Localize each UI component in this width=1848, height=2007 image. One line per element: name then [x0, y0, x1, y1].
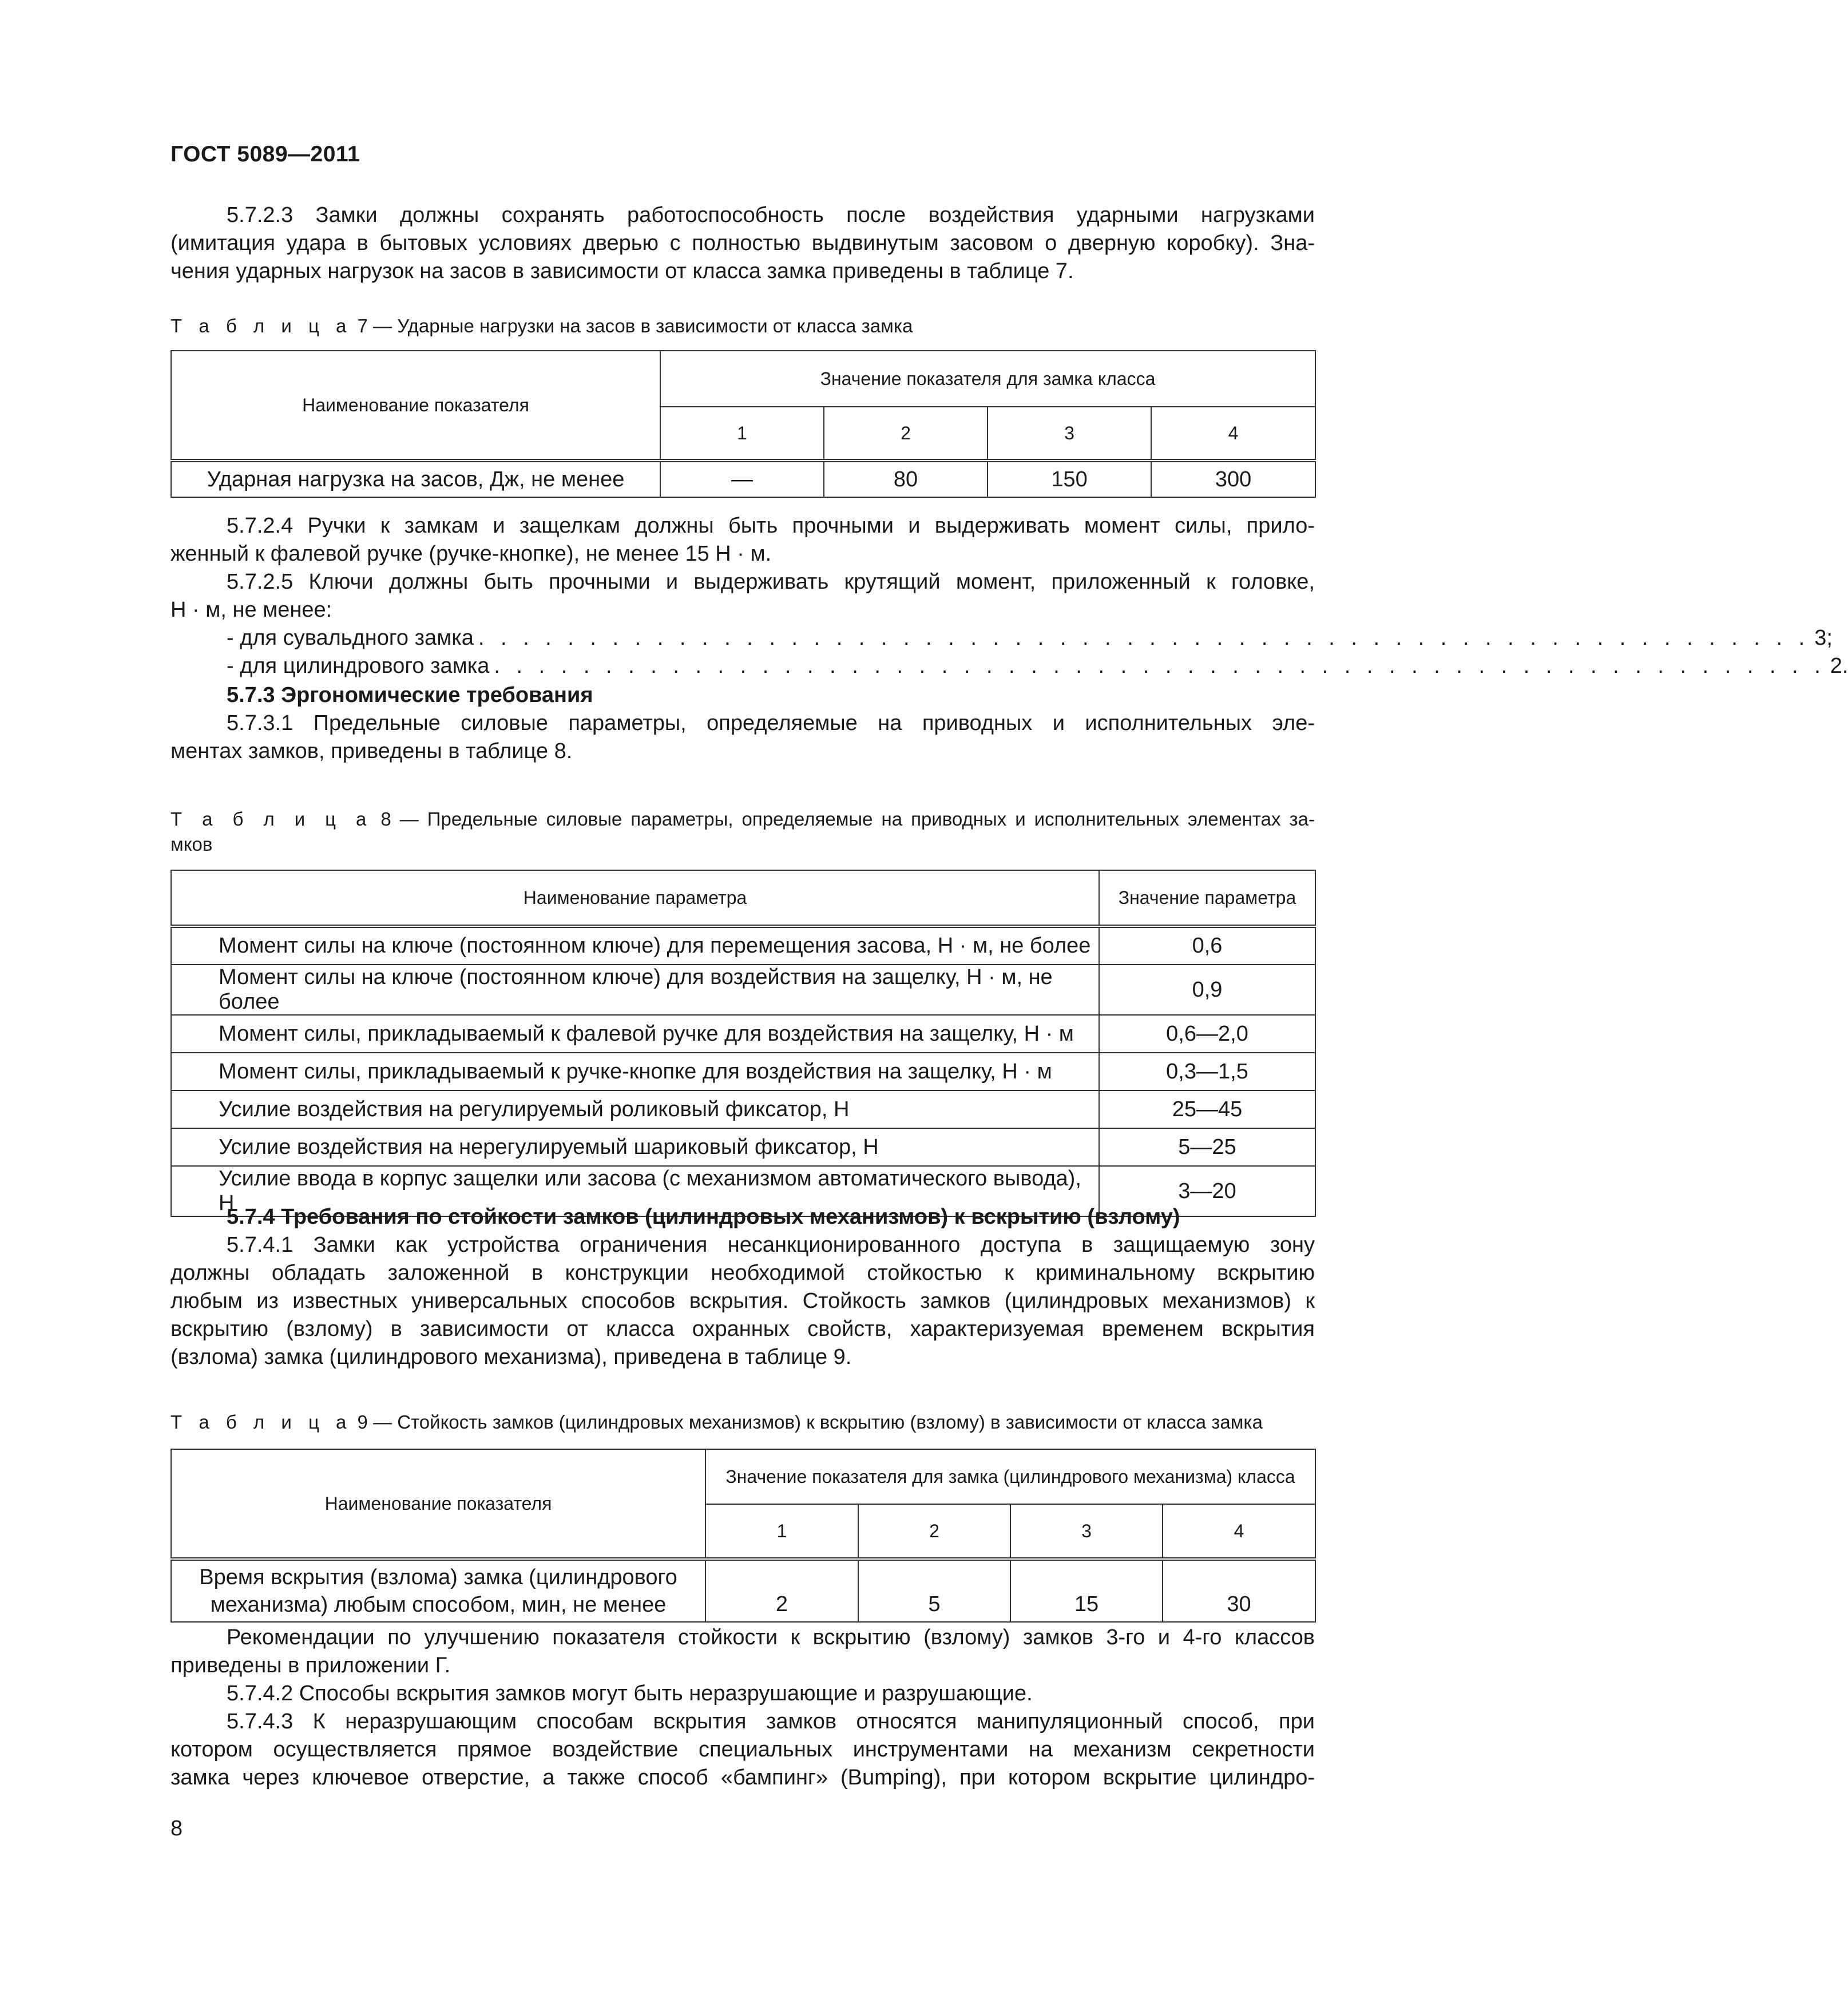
table-cell: 30 — [1163, 1559, 1315, 1622]
table-header-name: Наименование показателя — [171, 1449, 705, 1559]
paragraph-line: 5.7.4.2 Способы вскрытия замков могут быть неразрушающие и разрушающие. — [227, 1681, 1033, 1705]
table-row — [171, 1015, 1315, 1053]
table-row — [171, 1559, 1315, 1622]
paragraph-5-7-2-3 — [170, 201, 1315, 285]
caption-prefix: Т а б л и ц а — [170, 808, 372, 830]
paragraph-line: Рекомендации по улучшению показателя стойкости к вскрытию (взлому) замков 3-го и 4-го классов — [227, 1625, 1315, 1649]
section-heading-5-7-3: 5.7.3 Эргономические требования — [227, 683, 593, 707]
paragraph-line: 5.7.4.3 К неразрушающим способам вскрытия замков относятся манипуляционный способ, при — [227, 1709, 1315, 1734]
table-header-class: 1 — [705, 1504, 858, 1559]
table-cell: 0,9 — [1099, 965, 1315, 1015]
paragraph-line: ментах замков, приведены в таблице 8. — [170, 739, 573, 763]
table-cell-line: механизма) любым способом, мин, не менее — [210, 1593, 667, 1617]
list-item-label: - для сувальдного замка — [227, 626, 474, 650]
table-cell-line: Время вскрытия (взлома) замка (цилиндрового — [199, 1565, 677, 1589]
table-row — [171, 1090, 1315, 1128]
table-header-class: 1 — [660, 407, 824, 461]
list-item — [170, 652, 1848, 680]
paragraphs-5-7-4-2-and-5-7-4-3 — [170, 1624, 1315, 1792]
table-header-class: 2 — [858, 1504, 1010, 1559]
table-header-class: 4 — [1163, 1504, 1315, 1559]
table-header-class: 3 — [1010, 1504, 1163, 1559]
table-header-class: 3 — [988, 407, 1151, 461]
table-header-value: Значение параметра — [1099, 870, 1315, 926]
table-header-name: Наименование показателя — [171, 351, 660, 461]
table-cell: 0,6—2,0 — [1099, 1015, 1315, 1053]
table-7-caption — [170, 314, 1315, 339]
table-row — [171, 461, 1315, 497]
table-9 — [170, 1449, 1315, 1623]
table-cell: Ударная нагрузка на засов, Дж, не менее — [171, 461, 660, 497]
table-row — [171, 965, 1315, 1015]
table-cell: Усилие воздействия на регулируемый роликовый фиксатор, Н — [171, 1090, 1099, 1128]
paragraph-line: чения ударных нагрузок на засов в зависимости от класса замка приведены в таблице 7. — [170, 259, 1074, 283]
list-item-value: 2. — [1830, 654, 1848, 678]
caption-text: 9 — Стойкость замков (цилиндровых механизмов) к вскрытию (взлому) в зависимости от класса замка — [352, 1411, 1263, 1433]
paragraph-line: 5.7.3.1 Предельные силовые параметры, определяемые на приводных и исполнительных эле- — [227, 711, 1315, 735]
table-cell: Усилие ввода в корпус защелки или засова (с механизмом автоматического вывода), Н — [171, 1166, 1099, 1216]
table-cell: Момент силы, прикладываемый к ручке-кнопке для воздействия на защелку, Н · м — [171, 1053, 1099, 1090]
paragraph-line: должны обладать заложенной в конструкции необходимой стойкостью к криминальному вскрытию — [170, 1261, 1315, 1285]
paragraph-line: (имитация удара в бытовых условиях дверью с полностью выдвинутым засовом о дверную коробку). Зна- — [170, 231, 1315, 255]
paragraph-line: Н · м, не менее: — [170, 598, 332, 622]
list-item-value: 3; — [1814, 626, 1833, 650]
table-cell: 150 — [988, 461, 1151, 497]
table-8-caption — [170, 807, 1315, 857]
paragraph-line: любым из известных универсальных способов вскрытия. Стойкость замков (цилиндровых механизмов) к — [170, 1289, 1315, 1313]
paragraph-line: (взлома) замка (цилиндрового механизма), приведена в таблице 9. — [170, 1345, 852, 1369]
paragraph-line: приведены в приложении Г. — [170, 1653, 451, 1677]
table-7 — [170, 350, 1315, 498]
table-cell: 5 — [858, 1559, 1010, 1622]
paragraph-line: котором осуществляется прямое воздействие специальных инструментами на механизм секретности — [170, 1738, 1315, 1762]
table-cell: Усилие воздействия на нерегулируемый шариковый фиксатор, Н — [171, 1128, 1099, 1166]
caption-text: 7 — Ударные нагрузки на засов в зависимости от класса замка — [352, 315, 913, 336]
table-row — [171, 926, 1315, 965]
table-cell: 0,6 — [1099, 926, 1315, 965]
paragraph-line: вскрытию (взлому) в зависимости от класса охранных свойств, характеризуемая временем вскрытия — [170, 1317, 1315, 1341]
table-cell: 300 — [1151, 461, 1315, 497]
table-cell: Момент силы на ключе (постоянном ключе) для воздействия на защелку, Н · м, не более — [171, 965, 1099, 1015]
table-9-caption — [170, 1410, 1315, 1435]
paragraph-line: 5.7.2.3 Замки должны сохранять работоспособность после воздействия ударными нагрузками — [227, 203, 1315, 227]
table-cell: Момент силы на ключе (постоянном ключе) для перемещения засова, Н · м, не более — [171, 926, 1099, 965]
page-number: 8 — [170, 1816, 183, 1841]
paragraph-line: 5.7.4.1 Замки как устройства ограничения несанкционированного доступа в защищаемую зону — [227, 1233, 1315, 1257]
table-row — [171, 1053, 1315, 1090]
table-header-name: Наименование параметра — [171, 870, 1099, 926]
caption-prefix: Т а б л и ц а — [170, 1411, 352, 1433]
table-8 — [170, 870, 1315, 1217]
list-item-label: - для цилиндрового замка — [227, 654, 490, 678]
paragraphs-5-7-4-and-5-7-4-1 — [170, 1203, 1315, 1371]
paragraphs-5-7-2-4-to-5-7-3-1 — [170, 512, 1848, 765]
table-cell: 2 — [705, 1559, 858, 1622]
paragraph-line: женный к фалевой ручке (ручке-кнопке), не менее 15 Н · м. — [170, 542, 772, 566]
table-header-class: 4 — [1151, 407, 1315, 461]
caption-prefix: Т а б л и ц а — [170, 315, 352, 336]
paragraph-line: 5.7.2.5 Ключи должны быть прочными и выдерживать крутящий момент, приложенный к головке, — [227, 570, 1315, 594]
table-cell: 3—20 — [1099, 1166, 1315, 1216]
table-cell: 5—25 — [1099, 1128, 1315, 1166]
table-cell: 15 — [1010, 1559, 1163, 1622]
list-item — [170, 624, 1833, 652]
table-header-class: 2 — [824, 407, 988, 461]
table-cell: 0,3—1,5 — [1099, 1053, 1315, 1090]
table-header-group: Значение показателя для замка (цилиндрового механизма) класса — [705, 1449, 1315, 1504]
table-cell: Момент силы, прикладываемый к фалевой ручке для воздействия на защелку, Н · м — [171, 1015, 1099, 1053]
table-cell — [171, 1559, 705, 1622]
table-cell: — — [660, 461, 824, 497]
table-row — [171, 1128, 1315, 1166]
document-header: ГОСТ 5089—2011 — [170, 142, 360, 166]
table-cell: 80 — [824, 461, 988, 497]
caption-text: мков — [170, 834, 213, 855]
paragraph-line: замка через ключевое отверстие, а также способ «бампинг» (Bumping), при котором вскрытие цилиндро- — [170, 1766, 1315, 1790]
caption-text: 8 — Предельные силовые параметры, определяемые на приводных и исполнительных элементах за- — [372, 808, 1315, 830]
dot-leader: . . . . . . . . . . . . . . . . . . . . . . . . . . . . . . . . . . . . . . . . . . . . . . . . . . . . . . . . . . . . — [494, 654, 1826, 678]
section-heading-5-7-4: 5.7.4 Требования по стойкости замков (цилиндровых механизмов) к вскрытию (взлому) — [227, 1205, 1180, 1229]
dot-leader: . . . . . . . . . . . . . . . . . . . . . . . . . . . . . . . . . . . . . . . . . . . . . . . . . . . . . . . . . . . . — [478, 626, 1810, 650]
table-cell: 25—45 — [1099, 1090, 1315, 1128]
paragraph-line: 5.7.2.4 Ручки к замкам и защелкам должны быть прочными и выдерживать момент силы, прило- — [227, 514, 1315, 538]
table-header-group: Значение показателя для замка класса — [660, 351, 1315, 407]
